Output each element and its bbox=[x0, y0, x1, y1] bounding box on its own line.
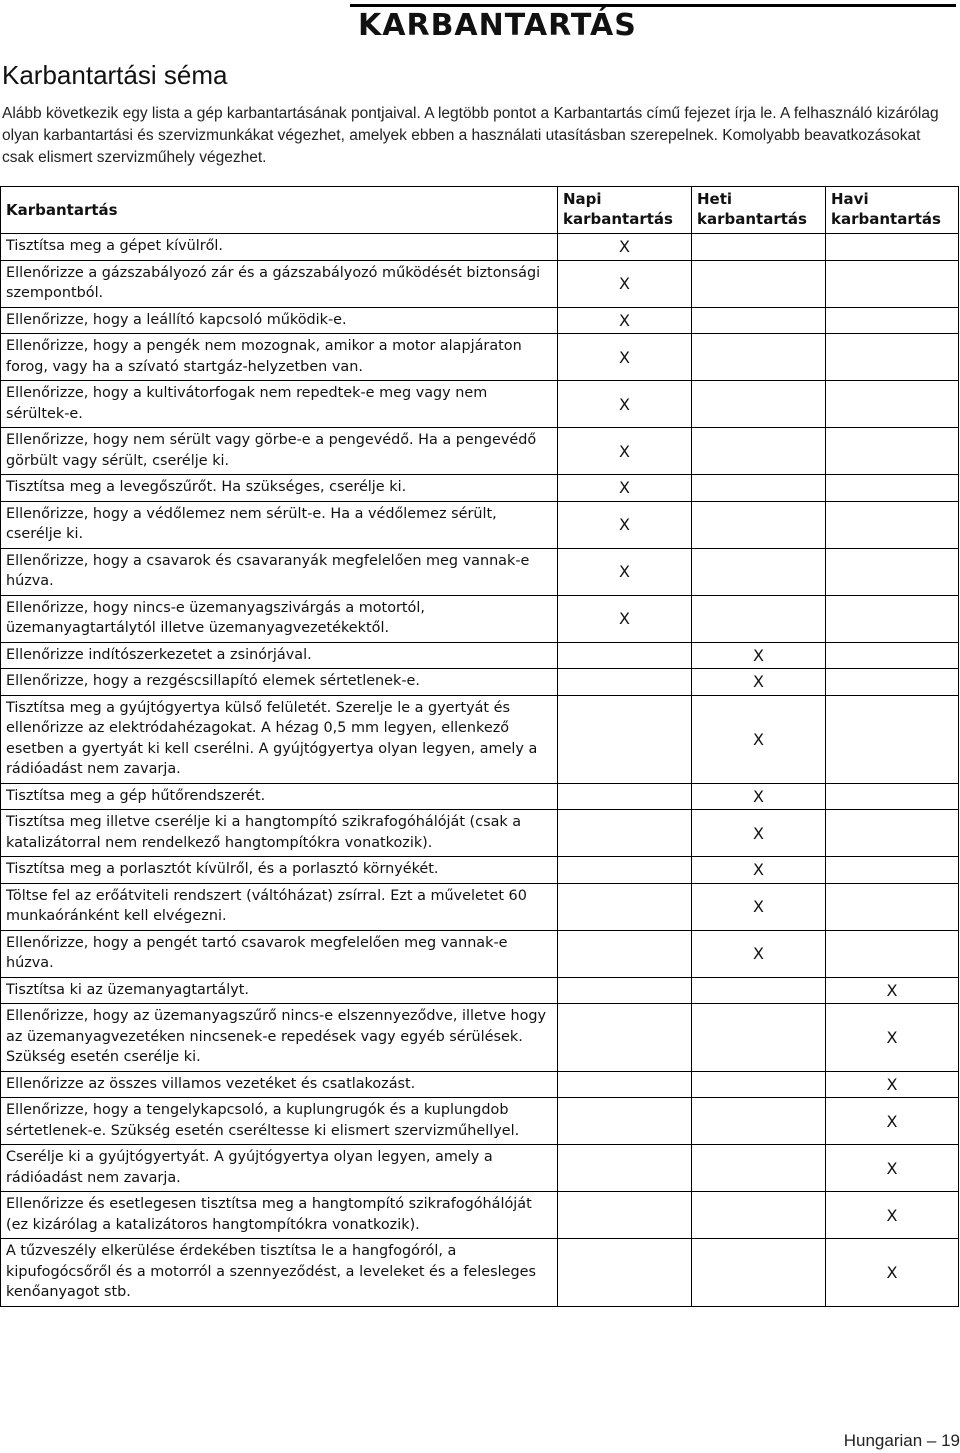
daily-mark-cell: X bbox=[558, 501, 692, 548]
table-row bbox=[1, 1098, 959, 1145]
table-row bbox=[1, 1145, 959, 1192]
weekly-mark-cell: X bbox=[692, 642, 826, 669]
monthly-mark-cell bbox=[826, 695, 959, 783]
monthly-mark-cell bbox=[826, 883, 959, 930]
daily-mark-cell: X bbox=[558, 475, 692, 502]
monthly-mark-cell bbox=[826, 548, 959, 595]
weekly-mark-cell: X bbox=[692, 883, 826, 930]
weekly-mark-cell bbox=[692, 234, 826, 261]
task-cell: Ellenőrizze, hogy a pengék nem mozognak, amikor a motor alapjáraton forog, vagy ha a szívató startgáz-helyzetben van. bbox=[1, 334, 558, 381]
daily-mark-cell bbox=[558, 977, 692, 1004]
task-cell: Ellenőrizze, hogy nincs-e üzemanyagszivárgás a motortól, üzemanyagtartálytól illetve üzemanyagvezetékektől. bbox=[1, 595, 558, 642]
task-cell: Cserélje ki a gyújtógyertyát. A gyújtógyertya olyan legyen, amely a rádióadást nem zavarja. bbox=[1, 1145, 558, 1192]
intro-paragraph: Alább következik egy lista a gép karbantartásának pontjaival. A legtöbb pontot a Karbantartás című fejezet írja le. A felhasználó kizárólag olyan karbantartási és szervizmunkákat végezhet, amelyek ebben a használati utasításban szerepelnek. Komolyabb beavatkozásokat csak elismert szervizműhely végezhet. bbox=[2, 105, 939, 166]
daily-mark-cell bbox=[558, 1239, 692, 1307]
table-row bbox=[1, 260, 959, 307]
column-header-task: Karbantartás bbox=[1, 187, 558, 234]
monthly-mark-cell: X bbox=[826, 977, 959, 1004]
table-row bbox=[1, 669, 959, 696]
table-header-row bbox=[1, 187, 959, 234]
monthly-mark-cell bbox=[826, 501, 959, 548]
weekly-mark-cell bbox=[692, 1098, 826, 1145]
monthly-mark-cell: X bbox=[826, 1098, 959, 1145]
daily-mark-cell: X bbox=[558, 548, 692, 595]
table-row bbox=[1, 1004, 959, 1072]
daily-mark-cell bbox=[558, 1071, 692, 1098]
table-row bbox=[1, 381, 959, 428]
task-cell: Ellenőrizze, hogy a tengelykapcsoló, a kuplungrugók és a kuplungdob sértetlenek-e. Szükség esetén cseréltesse ki elismert szervizműhellyel. bbox=[1, 1098, 558, 1145]
table-row bbox=[1, 810, 959, 857]
table-row bbox=[1, 977, 959, 1004]
monthly-mark-cell bbox=[826, 334, 959, 381]
task-cell: Töltse fel az erőátviteli rendszert (váltóházat) zsírral. Ezt a műveletet 60 munkaóránként kell elvégezni. bbox=[1, 883, 558, 930]
task-cell: Ellenőrizze az összes villamos vezetéket és csatlakozást. bbox=[1, 1071, 558, 1098]
monthly-mark-cell: X bbox=[826, 1145, 959, 1192]
weekly-mark-cell bbox=[692, 381, 826, 428]
task-cell: Ellenőrizze, hogy az üzemanyagszűrő nincs-e elszennyeződve, illetve hogy az üzemanyagvezetéken nincsenek-e repedések vagy egyéb sérülések. Szükség esetén cserélje ki. bbox=[1, 1004, 558, 1072]
daily-mark-cell bbox=[558, 930, 692, 977]
monthly-mark-cell bbox=[826, 475, 959, 502]
table-body bbox=[1, 234, 959, 1307]
monthly-mark-cell: X bbox=[826, 1071, 959, 1098]
monthly-mark-cell bbox=[826, 783, 959, 810]
weekly-mark-cell bbox=[692, 475, 826, 502]
monthly-mark-cell bbox=[826, 260, 959, 307]
daily-mark-cell bbox=[558, 1004, 692, 1072]
table-row bbox=[1, 783, 959, 810]
table-row bbox=[1, 428, 959, 475]
weekly-mark-cell: X bbox=[692, 783, 826, 810]
daily-mark-cell bbox=[558, 783, 692, 810]
page-footer: Hungarian – 19 bbox=[843, 1431, 960, 1450]
weekly-mark-cell: X bbox=[692, 930, 826, 977]
monthly-mark-cell bbox=[826, 930, 959, 977]
table-row bbox=[1, 695, 959, 783]
daily-mark-cell bbox=[558, 669, 692, 696]
weekly-mark-cell bbox=[692, 501, 826, 548]
daily-mark-cell bbox=[558, 695, 692, 783]
table-row bbox=[1, 234, 959, 261]
daily-mark-cell: X bbox=[558, 381, 692, 428]
task-cell: Ellenőrizze, hogy a leállító kapcsoló működik-e. bbox=[1, 307, 558, 334]
page-heading: Karbantartási séma bbox=[2, 60, 228, 90]
table-row bbox=[1, 930, 959, 977]
task-cell: Tisztítsa ki az üzemanyagtartályt. bbox=[1, 977, 558, 1004]
task-cell: Ellenőrizze, hogy nem sérült vagy görbe-e a pengevédő. Ha a pengevédő görbült vagy sérült, cserélje ki. bbox=[1, 428, 558, 475]
task-cell: Tisztítsa meg a levegőszűrőt. Ha szükséges, cserélje ki. bbox=[1, 475, 558, 502]
weekly-mark-cell bbox=[692, 334, 826, 381]
task-cell: Tisztítsa meg a porlasztót kívülről, és a porlasztó környékét. bbox=[1, 857, 558, 884]
table-row bbox=[1, 595, 959, 642]
weekly-mark-cell bbox=[692, 307, 826, 334]
daily-mark-cell bbox=[558, 1192, 692, 1239]
weekly-mark-cell bbox=[692, 260, 826, 307]
daily-mark-cell bbox=[558, 857, 692, 884]
daily-mark-cell: X bbox=[558, 260, 692, 307]
weekly-mark-cell: X bbox=[692, 857, 826, 884]
table-row bbox=[1, 475, 959, 502]
monthly-mark-cell: X bbox=[826, 1004, 959, 1072]
task-cell: Ellenőrizze, hogy a rezgéscsillapító elemek sértetlenek-e. bbox=[1, 669, 558, 696]
monthly-mark-cell bbox=[826, 381, 959, 428]
monthly-mark-cell bbox=[826, 307, 959, 334]
monthly-mark-cell bbox=[826, 595, 959, 642]
monthly-mark-cell bbox=[826, 428, 959, 475]
weekly-mark-cell bbox=[692, 1145, 826, 1192]
daily-mark-cell bbox=[558, 1098, 692, 1145]
monthly-mark-cell bbox=[826, 234, 959, 261]
daily-mark-cell bbox=[558, 1145, 692, 1192]
weekly-mark-cell bbox=[692, 595, 826, 642]
task-cell: Ellenőrizze a gázszabályozó zár és a gázszabályozó működését biztonsági szempontból. bbox=[1, 260, 558, 307]
task-cell: Ellenőrizze, hogy a csavarok és csavaranyák megfelelően meg vannak-e húzva. bbox=[1, 548, 558, 595]
monthly-mark-cell bbox=[826, 669, 959, 696]
weekly-mark-cell bbox=[692, 548, 826, 595]
weekly-mark-cell bbox=[692, 1004, 826, 1072]
table-row bbox=[1, 642, 959, 669]
section-title: KARBANTARTÁS bbox=[358, 8, 637, 43]
monthly-mark-cell bbox=[826, 857, 959, 884]
weekly-mark-cell: X bbox=[692, 695, 826, 783]
column-header-daily: Napi karbantartás bbox=[558, 187, 692, 234]
task-cell: Tisztítsa meg a gép hűtőrendszerét. bbox=[1, 783, 558, 810]
task-cell: Tisztítsa meg a gépet kívülről. bbox=[1, 234, 558, 261]
weekly-mark-cell: X bbox=[692, 669, 826, 696]
weekly-mark-cell bbox=[692, 977, 826, 1004]
task-cell: Ellenőrizze, hogy a védőlemez nem sérült-e. Ha a védőlemez sérült, cserélje ki. bbox=[1, 501, 558, 548]
table-row bbox=[1, 1192, 959, 1239]
task-cell: Tisztítsa meg illetve cserélje ki a hangtompító szikrafogóhálóját (csak a katalizátorral nem rendelkező hangtompítókra vonatkozik). bbox=[1, 810, 558, 857]
monthly-mark-cell: X bbox=[826, 1239, 959, 1307]
task-cell: Ellenőrizze indítószerkezetet a zsinórjával. bbox=[1, 642, 558, 669]
table-row bbox=[1, 501, 959, 548]
weekly-mark-cell bbox=[692, 1192, 826, 1239]
header-rule bbox=[350, 4, 956, 7]
daily-mark-cell: X bbox=[558, 595, 692, 642]
task-cell: Ellenőrizze, hogy a pengét tartó csavarok megfelelően meg vannak-e húzva. bbox=[1, 930, 558, 977]
table-row bbox=[1, 548, 959, 595]
table-row bbox=[1, 857, 959, 884]
task-cell: A tűzveszély elkerülése érdekében tisztítsa le a hangfogóról, a kipufogócsőről és a motorról a szennyeződést, a leveleket és a felesleges kenőanyagot stb. bbox=[1, 1239, 558, 1307]
table-row bbox=[1, 1239, 959, 1307]
task-cell: Ellenőrizze, hogy a kultivátorfogak nem repedtek-e meg vagy nem sérültek-e. bbox=[1, 381, 558, 428]
monthly-mark-cell: X bbox=[826, 1192, 959, 1239]
monthly-mark-cell bbox=[826, 642, 959, 669]
daily-mark-cell: X bbox=[558, 234, 692, 261]
daily-mark-cell: X bbox=[558, 334, 692, 381]
table-row bbox=[1, 883, 959, 930]
table-row bbox=[1, 307, 959, 334]
daily-mark-cell bbox=[558, 810, 692, 857]
monthly-mark-cell bbox=[826, 810, 959, 857]
weekly-mark-cell: X bbox=[692, 810, 826, 857]
daily-mark-cell bbox=[558, 642, 692, 669]
daily-mark-cell: X bbox=[558, 428, 692, 475]
weekly-mark-cell bbox=[692, 1239, 826, 1307]
weekly-mark-cell bbox=[692, 428, 826, 475]
column-header-monthly: Havi karbantartás bbox=[826, 187, 959, 234]
table-row bbox=[1, 334, 959, 381]
table-row bbox=[1, 1071, 959, 1098]
daily-mark-cell: X bbox=[558, 307, 692, 334]
column-header-weekly: Heti karbantartás bbox=[692, 187, 826, 234]
task-cell: Tisztítsa meg a gyújtógyertya külső felületét. Szerelje le a gyertyát és ellenőrizze az elektródahézagokat. A hézag 0,5 mm legyen, ellenkező esetben a gyertyát ki kell cserélni. A gyújtógyertya olyan legyen, amely a rádióadást nem zavarja. bbox=[1, 695, 558, 783]
weekly-mark-cell bbox=[692, 1071, 826, 1098]
maintenance-schedule-table bbox=[0, 186, 959, 1307]
task-cell: Ellenőrizze és esetlegesen tisztítsa meg a hangtompító szikrafogóhálóját (ez kizárólag a katalizátoros hangtompítókra vonatkozik). bbox=[1, 1192, 558, 1239]
daily-mark-cell bbox=[558, 883, 692, 930]
